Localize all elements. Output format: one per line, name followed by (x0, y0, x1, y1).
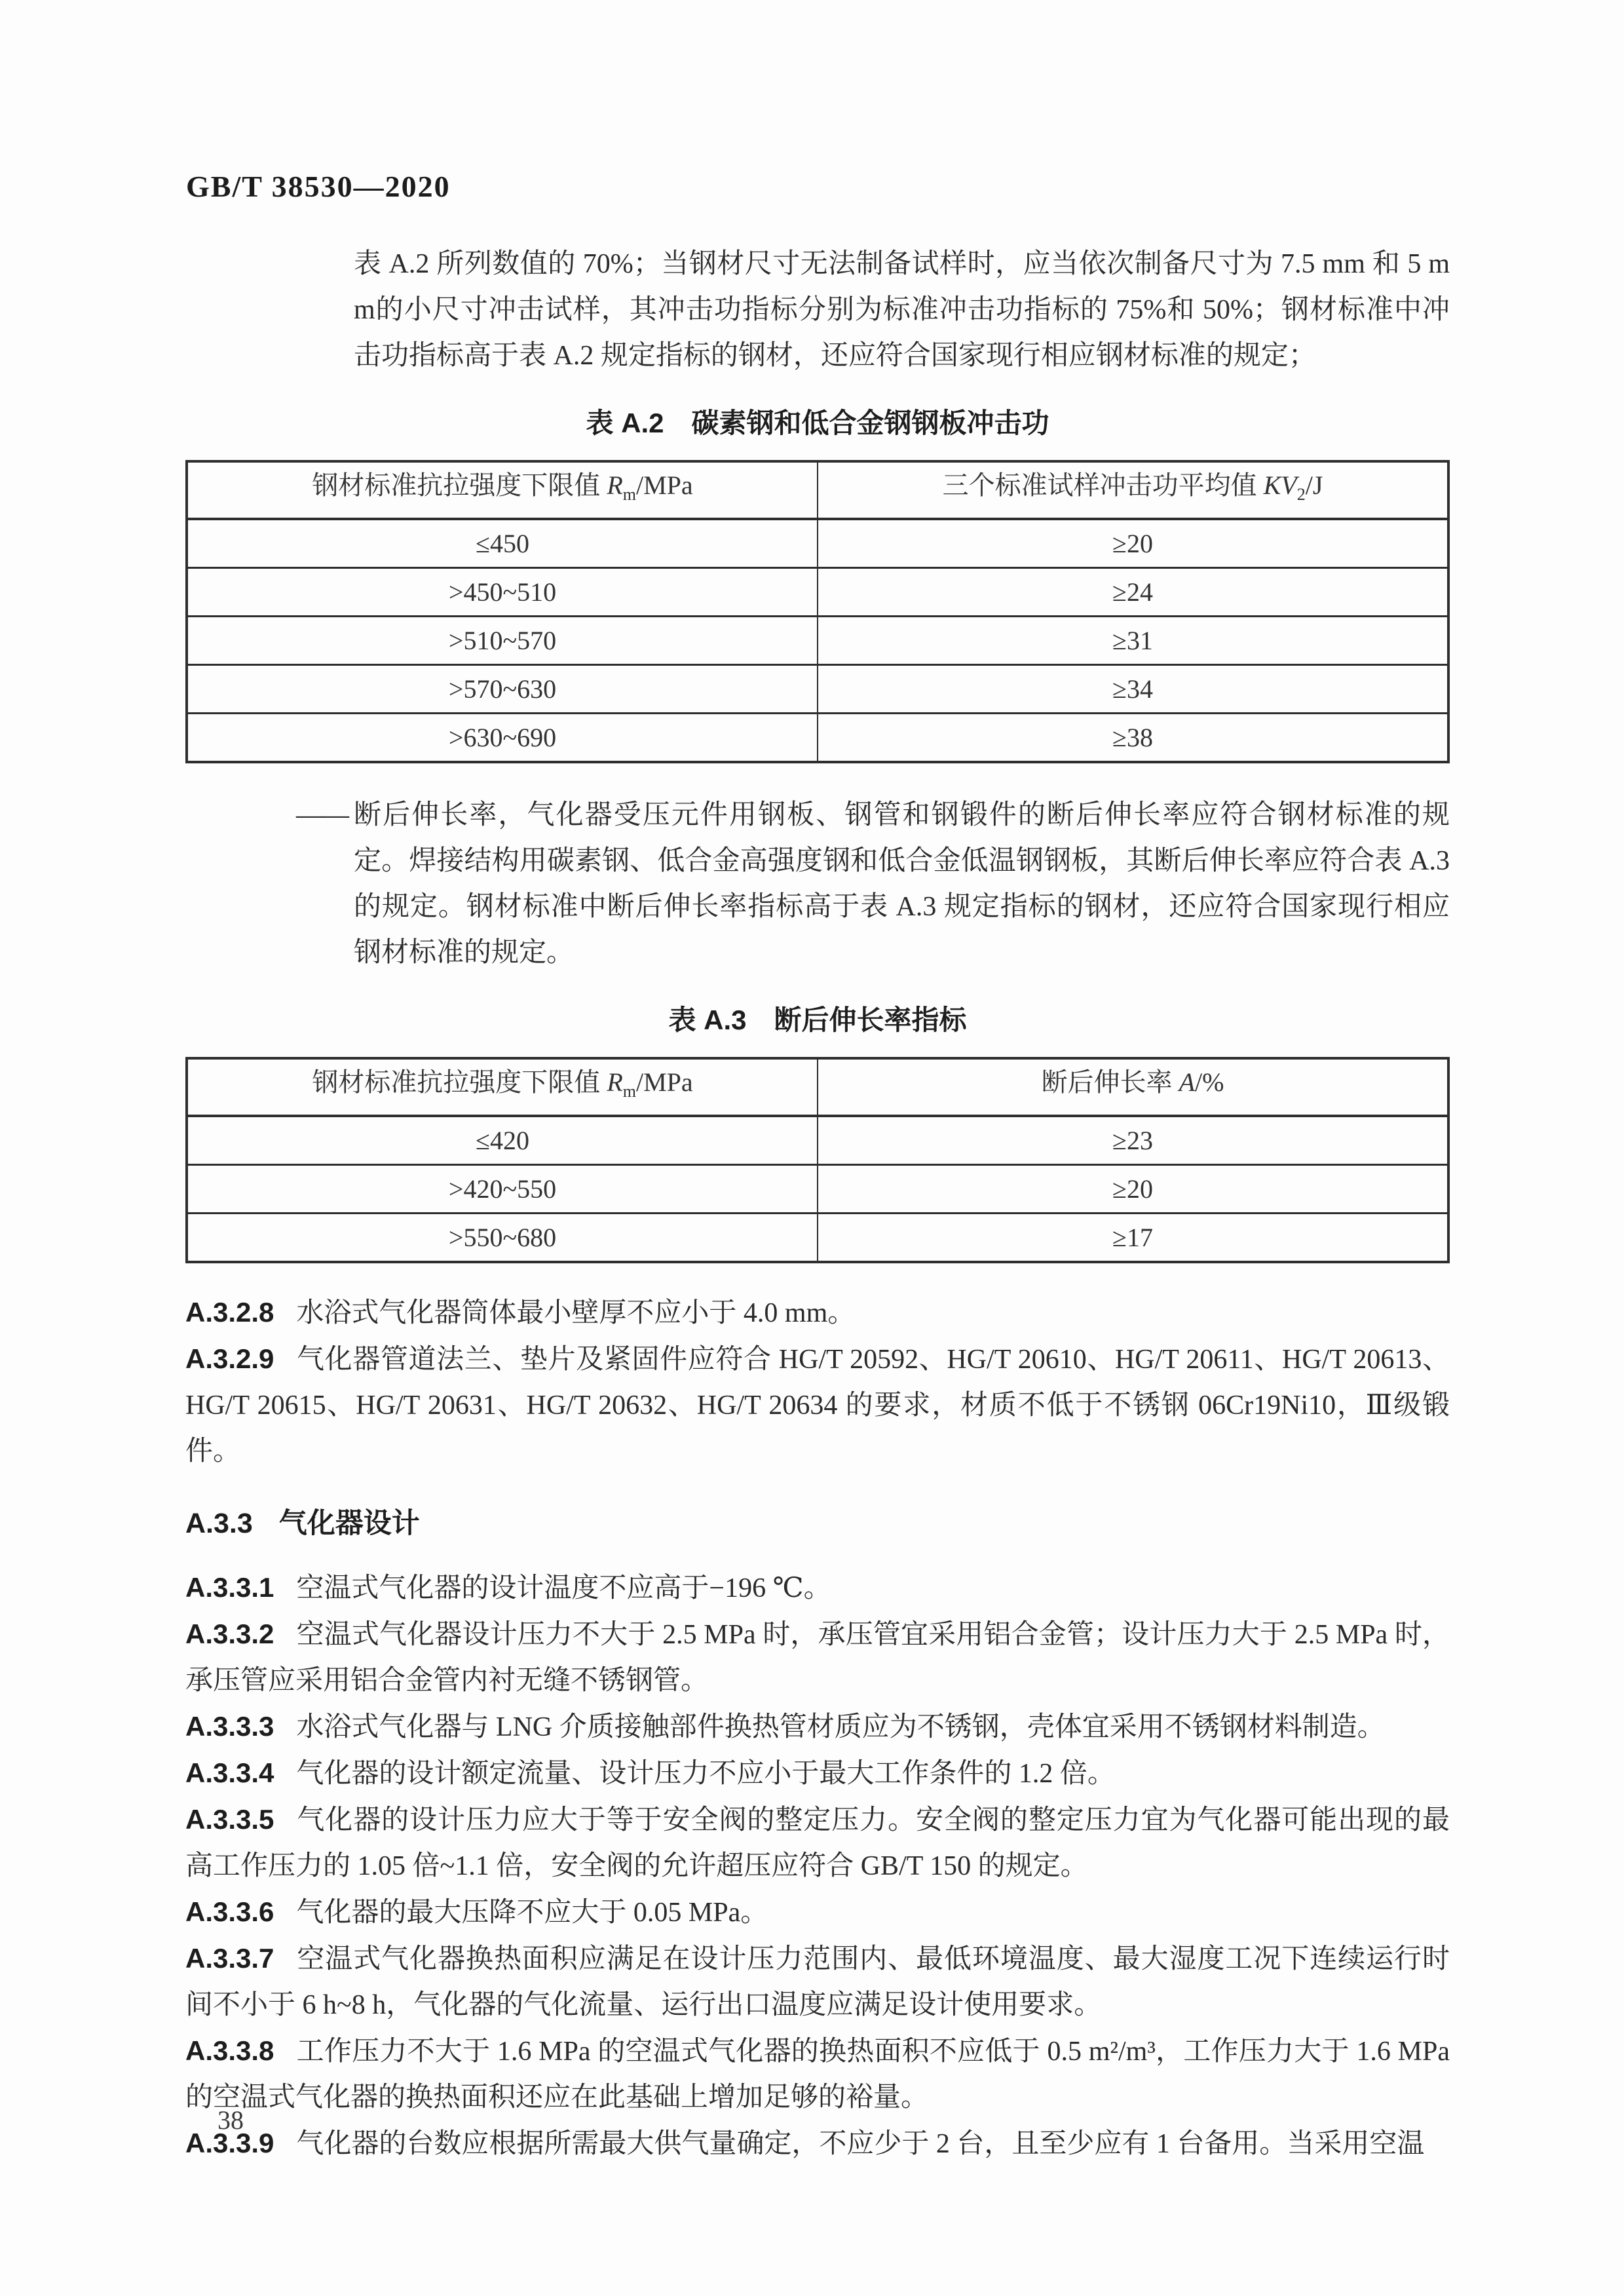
clause-a329 (185, 1336, 1450, 1474)
standard-code-header: GB/T 38530—2020 (186, 170, 451, 203)
clause-number: A.3.3.7 (185, 1943, 274, 1974)
table-row (187, 665, 1448, 714)
col-header-symbol: R (607, 470, 623, 500)
col-header-unit: /J (1305, 470, 1323, 500)
clause-number: A.3.3.9 (185, 2128, 274, 2158)
page-content (185, 241, 1450, 2167)
table-row (187, 1116, 1448, 1165)
clause-number: A.3.3.4 (185, 1757, 274, 1788)
clause-number: A.3.3.8 (185, 2035, 274, 2066)
table-cell: >450~510 (187, 568, 818, 617)
table-a3-col2-header (818, 1058, 1448, 1116)
col-header-subscript: m (622, 485, 636, 504)
clause-a334 (185, 1750, 1450, 1797)
clause-number: A.3.3.1 (185, 1572, 274, 1603)
clause-number: A.3.2.9 (185, 1343, 274, 1374)
col-header-text: 三个标准试样冲击功平均值 (942, 470, 1264, 500)
table-cell: ≤420 (187, 1116, 818, 1165)
table-cell: ≥20 (818, 1165, 1448, 1214)
clause-a338 (185, 2028, 1450, 2120)
clause-text: 空温式气化器设计压力不大于 2.5 MPa 时，承压管宜采用铝合金管；设计压力大于 2.5 MPa 时，承压管应采用铝合金管内衬无缝不锈钢管。 (185, 1620, 1450, 1696)
clause-text: 气化器的最大压降不应大于 0.05 MPa。 (296, 1898, 768, 1928)
table-a3-caption: 表 A.3 断后伸长率指标 (668, 1004, 967, 1035)
intro-paragraph: 表 A.2 所列数值的 70%；当钢材尺寸无法制备试样时，应当依次制备尺寸为 7.5 mm 和 5 mm的小尺寸冲击试样，其冲击功指标分别为标准冲击功指标的 75%和 50%；钢材标准中冲击功指标高于表 A.2 规定指标的钢材，还应符合国家现行相应钢材标准的规定； (354, 249, 1450, 371)
table-cell: >420~550 (187, 1165, 818, 1214)
col-header-unit: /% (1195, 1067, 1224, 1097)
col-header-unit: /MPa (635, 470, 693, 500)
clause-a328 (185, 1290, 1450, 1336)
clause-a331 (185, 1565, 1450, 1611)
clause-number: A.3.3.6 (185, 1896, 274, 1927)
table-cell: ≥31 (818, 617, 1448, 665)
table-row (187, 714, 1448, 763)
page-number: 38 (217, 2105, 244, 2135)
clause-text: 空温式气化器的设计温度不应高于−196 ℃。 (296, 1573, 831, 1603)
table-row (187, 617, 1448, 665)
table-a2-caption: 表 A.2 碳素钢和低合金钢钢板冲击功 (586, 408, 1049, 438)
table-cell: ≥34 (818, 665, 1448, 714)
table-cell: ≥24 (818, 568, 1448, 617)
table-cell: ≥17 (818, 1214, 1448, 1263)
clause-a333 (185, 1704, 1450, 1750)
table-cell: ≤450 (187, 519, 818, 568)
table-cell: >550~680 (187, 1214, 818, 1263)
col-header-text: 断后伸长率 (1041, 1067, 1179, 1097)
section-heading-a33 (185, 1504, 1450, 1542)
clause-text: 工作压力不大于 1.6 MPa 的空温式气化器的换热面积不应低于 0.5 m²/m³，工作压力大于 1.6 MPa的空温式气化器的换热面积还应在此基础上增加足够的裕量。 (185, 2037, 1450, 2113)
clause-number: A.3.3.3 (185, 1711, 274, 1742)
table-row (187, 568, 1448, 617)
table-a2 (185, 460, 1450, 763)
col-header-subscript: m (622, 1082, 636, 1101)
table-row (187, 1214, 1448, 1263)
col-header-subscript: 2 (1296, 485, 1306, 504)
clause-number: A.3.2.8 (185, 1297, 274, 1328)
table-a2-header-row (187, 461, 1448, 519)
table-row (187, 1165, 1448, 1214)
col-header-text: 钢材标准抗拉强度下限值 (312, 470, 607, 500)
col-header-text: 钢材标准抗拉强度下限值 (312, 1067, 607, 1097)
clause-number: A.3.3.2 (185, 1618, 274, 1649)
col-header-unit: /MPa (635, 1067, 693, 1097)
table-cell: >630~690 (187, 714, 818, 763)
table-row (187, 519, 1448, 568)
clause-text: 气化器的台数应根据所需最大供气量确定，不应少于 2 台，且至少应有 1 台备用。当采用空温 (296, 2129, 1425, 2159)
clause-text: 水浴式气化器筒体最小壁厚不应小于 4.0 mm。 (296, 1298, 856, 1328)
table-cell: >570~630 (187, 665, 818, 714)
table-a3-header-row (187, 1058, 1448, 1116)
clause-text: 空温式气化器换热面积应满足在设计压力范围内、最低环境温度、最大湿度工况下连续运行时间不小于 6 h~8 h，气化器的气化流量、运行出口温度应满足设计使用要求。 (185, 1944, 1450, 2020)
col-header-symbol: KV (1263, 470, 1297, 500)
clause-a337 (185, 1936, 1450, 2028)
table-cell: ≥23 (818, 1116, 1448, 1165)
section-title: 气化器设计 (278, 1508, 420, 1539)
table-a2-col1-header (187, 461, 818, 519)
table-cell: ≥38 (818, 714, 1448, 763)
clause-a332 (185, 1611, 1450, 1704)
clause-text: 气化器管道法兰、垫片及紧固件应符合 HG/T 20592、HG/T 20610、HG/T 20611、HG/T 20613、HG/T 20615、HG/T 20631、HG/T 20632、HG/T 20634 的要求，材质不低于不锈钢 06Cr19Ni10，Ⅲ级锻件。 (185, 1345, 1450, 1466)
list-item-text: 断后伸长率，气化器受压元件用钢板、钢管和钢锻件的断后伸长率应符合钢材标准的规定。焊接结构用碳素钢、低合金高强度钢和低合金低温钢钢板，其断后伸长率应符合表 A.3 的规定。钢材标准中断后伸长率指标高于表 A.3 规定指标的钢材，还应符合国家现行相应钢材标准的规定。 (354, 800, 1450, 968)
table-a2-col2-header (818, 461, 1448, 519)
clause-text: 气化器的设计额定流量、设计压力不应小于最大工作条件的 1.2 倍。 (296, 1759, 1115, 1789)
clause-number: A.3.3.5 (185, 1804, 274, 1835)
clause-a335 (185, 1797, 1450, 1889)
col-header-symbol: R (607, 1067, 623, 1097)
table-a3-col1-header (187, 1058, 818, 1116)
table-cell: ≥20 (818, 519, 1448, 568)
clause-a336 (185, 1889, 1450, 1936)
clause-text: 水浴式气化器与 LNG 介质接触部件换热管材质应为不锈钢，壳体宜采用不锈钢材料制造。 (296, 1712, 1385, 1742)
clause-text: 气化器的设计压力应大于等于安全阀的整定压力。安全阀的整定压力宜为气化器可能出现的最高工作压力的 1.05 倍~1.1 倍，安全阀的允许超压应符合 GB/T 150 的规定。 (185, 1805, 1450, 1881)
section-number: A.3.3 (185, 1508, 253, 1539)
col-header-symbol: A (1179, 1067, 1195, 1097)
table-a3 (185, 1057, 1450, 1263)
elongation-list-item (296, 792, 1450, 976)
list-item-dash: —— (296, 800, 347, 830)
table-cell: >510~570 (187, 617, 818, 665)
clause-a339 (185, 2120, 1450, 2167)
